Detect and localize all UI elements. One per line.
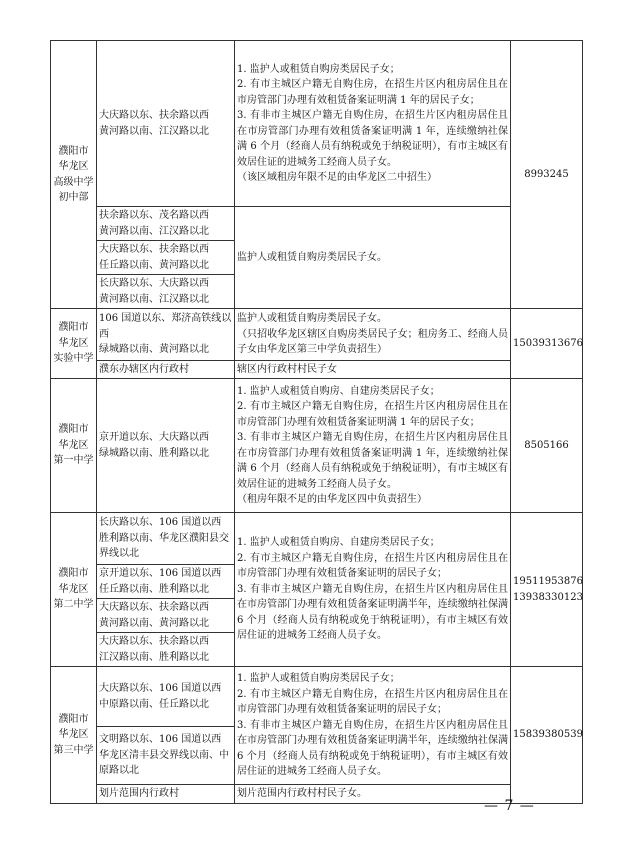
- school-name-cell: 濮阳市 华龙区 第二中学: [51, 513, 97, 667]
- school-name-cell: 濮阳市 华龙区 第三中学: [51, 667, 97, 804]
- area-cell: 106 国道以东、郑济高铁线以西 绿城路以南、黄河路以北: [97, 309, 235, 361]
- table-row: [51, 41, 583, 207]
- table-row: [51, 309, 583, 361]
- school-name-cell: 濮阳市 华龙区 实验中学: [51, 309, 97, 379]
- table-row: [51, 379, 583, 513]
- table-row: [51, 513, 583, 565]
- area-cell: 京开道以东、106 国道以西 任丘路以南、胜利路以北: [97, 565, 235, 599]
- area-cell: 大庆路以东、扶余路以西 任丘路以南、黄河路以北: [97, 241, 235, 275]
- area-cell: 扶余路以东、茂名路以西 黄河路以南、江汉路以北: [97, 207, 235, 241]
- school-name-cell: 濮阳市 华龙区 第一中学: [51, 379, 97, 513]
- requirement-cell: 1. 监护人或租赁自购房、自建房类居民子女； 2. 有市主城区户籍无自购住房，在招生片区内租房居住且在市房管部门办理有效租赁备案证明的居民子女； 3. 有非市主城区户籍无自购住房，在招生片区内租房居住且在市房管部门办理有效租赁备案证明满半年，连续缴纳社保满 6 个月（经商人员有纳税或免于纳税证明），有市主城区有效居住证的进城务工经商人员子女。: [235, 513, 511, 667]
- requirement-cell: 1. 监护人或租赁自购房类居民子女； 2. 有市主城区户籍无自购住房，在招生片区内租房居住且在市房管部门办理有效租赁备案证明满 1 年的居民子女； 3. 有非市主城区户籍无自购住房，在招生片区内租房居住且在市房管部门办理有效租赁备案证明满 1 年，连续缴纳社保满 6 个月（经商人员有纳税或免于纳税证明），有市主城区有效居住证的进城务工经商人员子女。 （该区域租房年限不足的由华龙区二中招生）: [235, 41, 511, 207]
- enrollment-zone-table: [50, 40, 583, 804]
- phone-cell: 19511953876 13938330123: [511, 513, 583, 667]
- table-row: [51, 361, 583, 379]
- requirement-cell: 辖区内行政村村民子女: [235, 361, 511, 379]
- phone-cell: 8505166: [511, 379, 583, 513]
- area-cell: 大庆路以东、扶余路以西 黄河路以南、黄河路以北: [97, 599, 235, 633]
- area-cell: 大庆路以东、扶余路以西 江汉路以南、胜利路以北: [97, 633, 235, 667]
- requirement-cell: 1. 监护人或租赁自购房、自建房类居民子女； 2. 有市主城区户籍无自购住房，在招生片区内租房居住且在市房管部门办理有效租赁备案证明满 1 年的居民子女； 3. 有非市主城区户籍无自购住房，在招生片区内租房居住且在市房管部门办理有效租赁备案证明满 1 年，连续缴纳社保满 6 个月（经商人员有纳税或免于纳税证明），有市主城区有效居住证的进城务工经商人员子女。 （租房年限不足的由华龙区四中负责招生）: [235, 379, 511, 513]
- requirement-cell: 监护人或租赁自购房类居民子女。 （只招收华龙区辖区自购房类居民子女；租房务工、经商人员子女由华龙区第三中学负责招生）: [235, 309, 511, 361]
- phone-cell: 8993245: [511, 41, 583, 309]
- area-cell: 划片范围内行政村: [97, 785, 235, 804]
- table-row: [51, 207, 583, 241]
- area-cell: 濮东办辖区内行政村: [97, 361, 235, 379]
- requirement-cell: 1. 监护人或租赁自购房类居民子女； 2. 有市主城区户籍无自购住房，在招生片区内租房居住且在市房管部门办理有效租赁备案证明的居民子女； 3. 有非市主城区户籍无自购住房，在招生片区内租房居住且在市房管部门办理有效租赁备案证明满半年，连续缴纳社保满 6 个月（经商人员有纳税或免于纳税证明），有市主城区有效居住证的进城务工经商人员子女。: [235, 667, 511, 785]
- area-cell: 长庆路以东、大庆路以西 黄河路以南、江汉路以北: [97, 275, 235, 309]
- page-number: — 7 —: [484, 798, 535, 814]
- table-row: [51, 667, 583, 727]
- area-cell: 大庆路以东、106 国道以西 中原路以南、任丘路以北: [97, 667, 235, 727]
- requirement-cell: 监护人或租赁自购房类居民子女。: [235, 207, 511, 309]
- area-cell: 大庆路以东、扶余路以西 黄河路以南、江汉路以北: [97, 41, 235, 207]
- area-cell: 文明路以东、106 国道以西 华龙区清丰县交界线以南、中原路以北: [97, 727, 235, 785]
- phone-cell: 15039313676: [511, 309, 583, 379]
- school-name-cell: 濮阳市 华龙区 高级中学 初中部: [51, 41, 97, 309]
- phone-cell: 15839380539: [511, 667, 583, 804]
- area-cell: 长庆路以东、106 国道以西 胜利路以南、华龙区濮阳县交界线以北: [97, 513, 235, 565]
- area-cell: 京开道以东、大庆路以西 绿城路以南、胜利路以北: [97, 379, 235, 513]
- requirement-cell: 划片范围内行政村村民子女。: [235, 785, 511, 804]
